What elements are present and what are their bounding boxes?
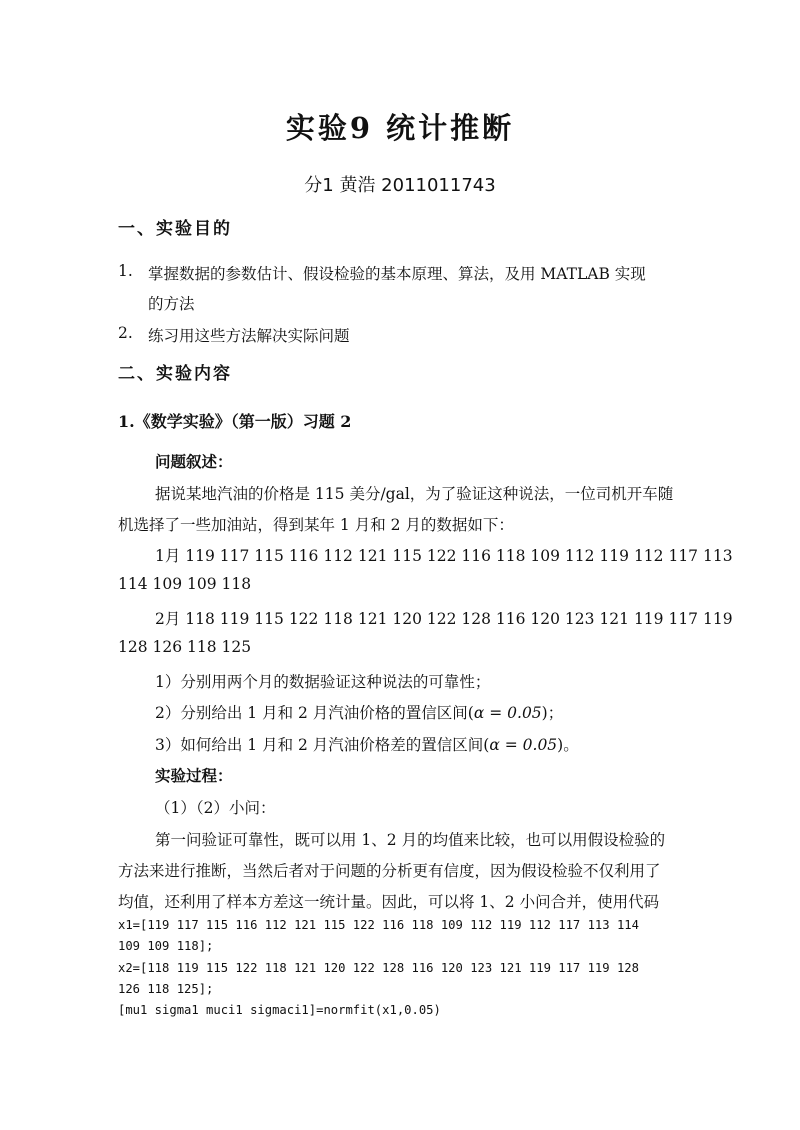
objective-text-1: 掌握数据的参数估计、假设检验的基本原理、算法，及用 MATLAB 实现 <box>148 265 646 283</box>
process-label: 实验过程： <box>155 766 233 785</box>
code-line-5: [mu1 sigma1 muci1 sigmaci1]=normfit(x1,0.05) <box>118 1003 441 1017</box>
page-title: 实验9 统计推断 <box>285 111 515 145</box>
objective-text-2: 练习用这些方法解决实际问题 <box>148 327 350 345</box>
analysis-line-3: 均值，还利用了样本方差这一统计量。因此，可以将 1、2 小问合并，使用代码 <box>118 893 660 911</box>
question-2-prefix: 2）分别给出 1 月和 2 月汽油价格的置信区间( <box>155 704 474 722</box>
code-line-2: 109 109 118]; <box>118 939 214 953</box>
february-data-line-2: 128 126 118 125 <box>118 638 252 656</box>
author-line: 分1 黄浩 2011011743 <box>304 175 496 196</box>
question-2-suffix: )； <box>541 704 564 722</box>
question-1: 1）分别用两个月的数据验证这种说法的可靠性； <box>155 673 491 691</box>
question-3-suffix: )。 <box>557 736 579 754</box>
question-2 <box>155 701 563 723</box>
question-3-prefix: 3）如何给出 1 月和 2 月汽油价格差的置信区间( <box>155 736 490 754</box>
analysis-line-1: 第一问验证可靠性，既可以用 1、2 月的均值来比较，也可以用假设检验的 <box>155 831 666 849</box>
question-3-alpha: α = 0.05 <box>489 736 558 754</box>
objective-text-1-cont: 的方法 <box>148 295 195 313</box>
section-heading-content: 二、实验内容 <box>118 364 232 384</box>
question-2-alpha: α = 0.05 <box>473 704 542 722</box>
january-data-line-2: 114 109 109 118 <box>118 575 252 593</box>
code-line-4: 126 118 125]; <box>118 982 214 996</box>
section-heading-objectives: 一、实验目的 <box>118 219 232 239</box>
code-line-1: x1=[119 117 115 116 112 121 115 122 116 118 109 112 119 112 117 113 114 <box>118 918 639 932</box>
objective-number-2: 2. <box>118 324 133 342</box>
february-data-line-1: 2月 118 119 115 122 118 121 120 122 128 116 120 123 121 119 117 119 <box>155 610 733 628</box>
january-data-line-1: 1月 119 117 115 116 112 121 115 122 116 118 109 112 119 112 117 113 <box>155 547 733 565</box>
code-line-3: x2=[118 119 115 122 118 121 120 122 128 116 120 123 121 119 117 119 128 <box>118 961 639 975</box>
question-3 <box>155 733 579 755</box>
analysis-line-2: 方法来进行推断，当然后者对于问题的分析更有信度，因为假设检验不仅利用了 <box>118 862 661 880</box>
objective-number-1: 1. <box>118 262 133 280</box>
statement-line-1: 据说某地汽油的价格是 115 美分/gal，为了验证这种说法，一位司机开车随 <box>155 485 674 503</box>
problem-title: 1.《数学实验》（第一版）习题 2 <box>118 412 352 431</box>
statement-line-2: 机选择了一些加油站，得到某年 1 月和 2 月的数据如下： <box>118 516 514 534</box>
sub-question-label: （1）（2）小问： <box>155 799 276 817</box>
statement-label: 问题叙述： <box>155 452 233 471</box>
